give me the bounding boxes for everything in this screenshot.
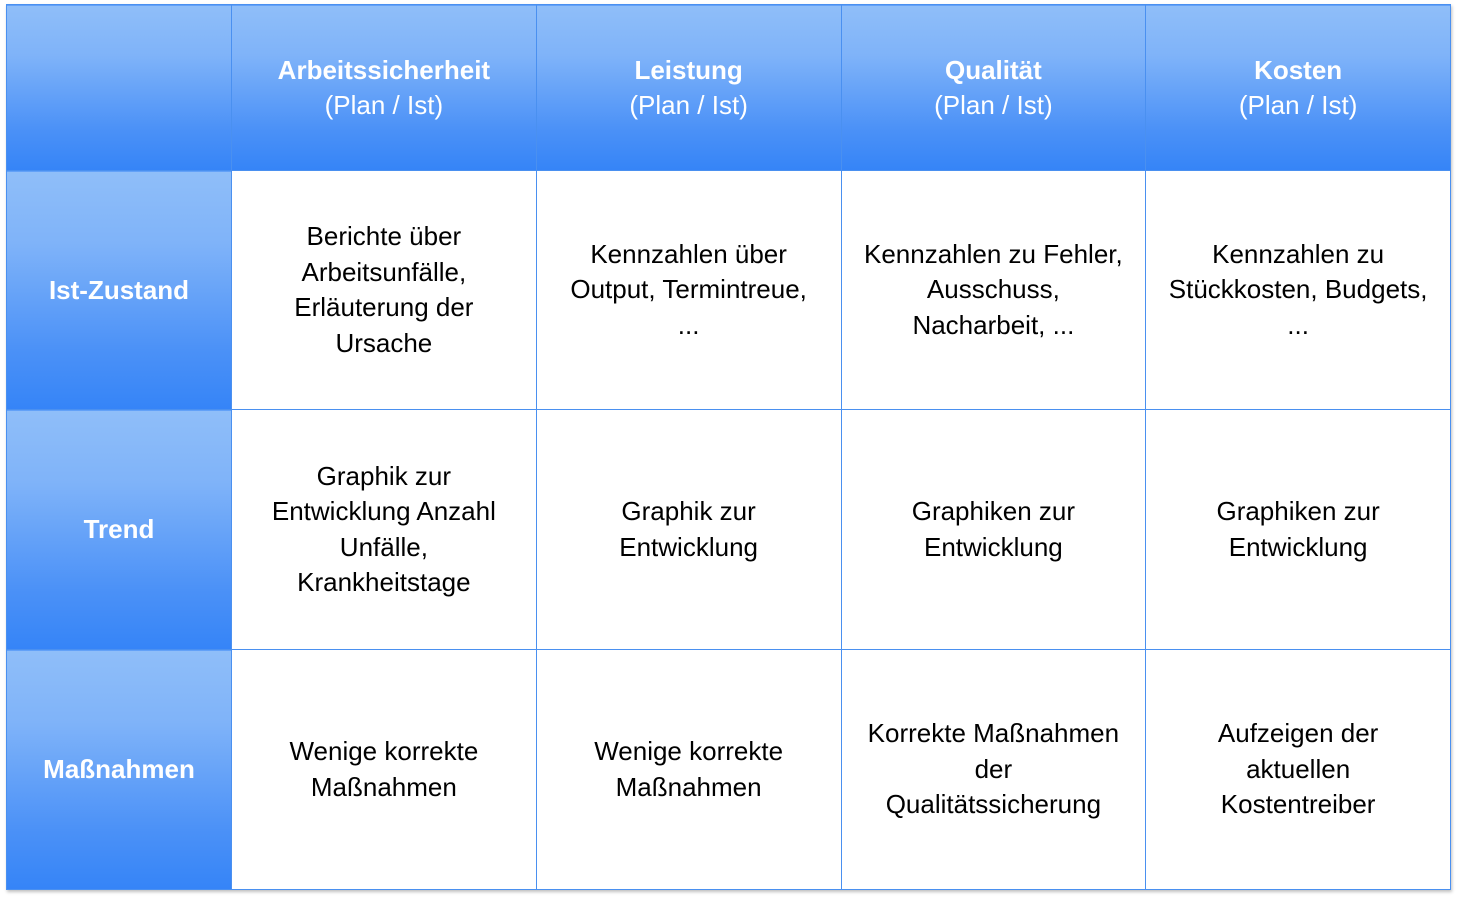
column-title: Leistung xyxy=(634,54,743,85)
column-title: Qualität xyxy=(944,54,1042,85)
table-cell: Kennzahlen über Output, Termintreue, ... xyxy=(536,171,841,410)
column-subtitle: (Plan / Ist) xyxy=(1238,89,1358,120)
row-header: Maßnahmen xyxy=(7,650,232,890)
table-cell: Graphiken zur Entwicklung xyxy=(1146,410,1451,650)
table-row-massnahmen xyxy=(7,650,1451,890)
table-cell: Kennzahlen zu Fehler, Ausschuss, Nacharbeit, ... xyxy=(841,171,1146,410)
column-header-leistung xyxy=(536,5,841,171)
column-subtitle: (Plan / Ist) xyxy=(629,89,748,120)
column-header-kosten xyxy=(1146,5,1451,171)
column-subtitle: (Plan / Ist) xyxy=(934,89,1053,120)
header-row xyxy=(7,5,1451,171)
table-cell: Wenige korrekte Maßnahmen xyxy=(232,650,537,890)
corner-cell xyxy=(7,5,232,171)
table-row-trend xyxy=(7,410,1451,650)
column-title: Arbeitssicherheit xyxy=(277,54,491,85)
table-cell: Wenige korrekte Maßnahmen xyxy=(536,650,841,890)
row-header: Trend xyxy=(7,410,232,650)
column-subtitle: (Plan / Ist) xyxy=(324,89,444,120)
table-cell: Graphik zur Entwicklung Anzahl Unfälle, Krankheitstage xyxy=(232,410,537,650)
column-header-arbeitssicherheit xyxy=(232,5,537,171)
table-cell: Aufzeigen der aktuellen Kostentreiber xyxy=(1146,650,1451,890)
row-header: Ist-Zustand xyxy=(7,171,232,410)
table-row-ist-zustand xyxy=(7,171,1451,410)
table-cell: Korrekte Maßnahmen der Qualitätssicherung xyxy=(841,650,1146,890)
table-cell: Berichte über Arbeitsunfälle, Erläuterung der Ursache xyxy=(232,171,537,410)
table-cell: Kennzahlen zu Stückkosten, Budgets, ... xyxy=(1146,171,1451,410)
table-cell: Graphik zur Entwicklung xyxy=(536,410,841,650)
column-title: Kosten xyxy=(1254,54,1343,85)
column-header-qualitaet xyxy=(841,5,1146,171)
kpi-matrix-table xyxy=(6,4,1451,890)
table-cell: Graphiken zur Entwicklung xyxy=(841,410,1146,650)
